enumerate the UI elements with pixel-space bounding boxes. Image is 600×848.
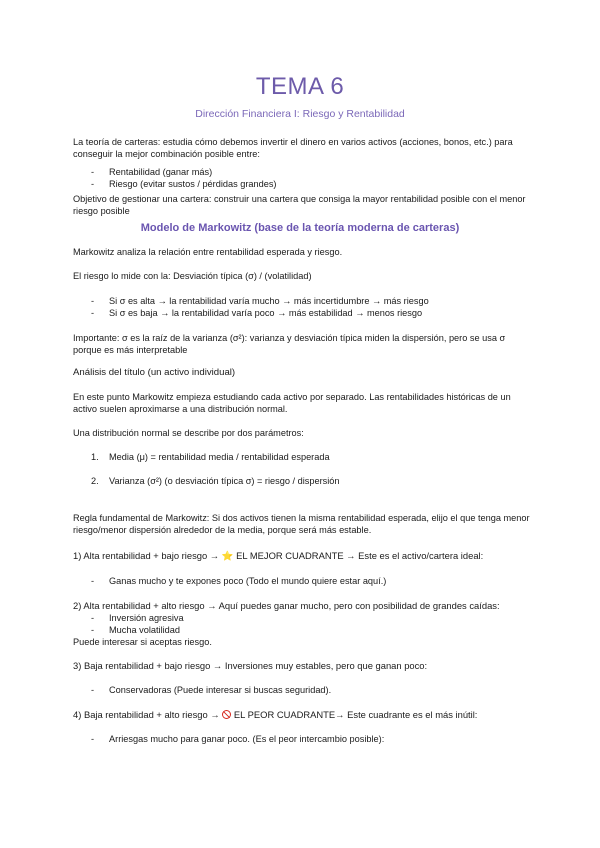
bullet-marker: - bbox=[91, 576, 95, 586]
bullet-marker: - bbox=[91, 613, 95, 623]
bullet-marker: - bbox=[91, 625, 95, 635]
bullet-marker: - bbox=[91, 685, 95, 695]
subheading-title-analysis: Análisis del título (un activo individual) bbox=[73, 367, 236, 378]
star-icon: ⭐ bbox=[221, 550, 234, 561]
risk-measure: El riesgo lo mide con la: Desviación típica (σ) / (volatilidad) bbox=[73, 271, 312, 281]
prohibited-icon bbox=[222, 710, 231, 719]
section-heading-markowitz: Modelo de Markowitz (base de la teoría moderna de carteras) bbox=[140, 222, 460, 234]
quadrant-3-line: 3) Baja rentabilidad + bajo riesgo → Inversiones muy estables, pero que ganan poco: bbox=[73, 660, 428, 671]
rule-line-1: Regla fundamental de Markowitz: Si dos activos tienen la misma rentabilidad esperada, elijo el que tenga menor bbox=[73, 513, 530, 523]
bullet-marker: - bbox=[91, 734, 95, 744]
bullet-marker: - bbox=[91, 167, 95, 177]
intro-line-1: La teoría de carteras: estudia cómo debemos invertir el dinero en varios activos (acciones, bonos, etc.) para bbox=[73, 137, 513, 147]
quadrant-1-line bbox=[73, 550, 483, 562]
important-line-2: porque es más interpretable bbox=[73, 345, 188, 355]
quadrant-4-bullet: Arriesgas mucho para ganar poco. (Es el peor intercambio posible): bbox=[109, 734, 385, 744]
risk-bullet-low: Si σ es baja → la rentabilidad varía poco → más estabilidad → menos riesgo bbox=[109, 308, 423, 318]
quadrant-1-bullet: Ganas mucho y te expones poco (Todo el mundo quiere estar aquí.) bbox=[109, 576, 387, 586]
intro-bullet-1: Rentabilidad (ganar más) bbox=[109, 167, 213, 177]
page-title: TEMA 6 bbox=[255, 73, 345, 100]
quadrant-2-line: 2) Alta rentabilidad + alto riesgo → Aquí puedes ganar mucho, pero con posibilidad de grandes caídas: bbox=[73, 600, 500, 611]
param-number: 1. bbox=[91, 452, 99, 462]
quadrant-2-note: Puede interesar si aceptas riesgo. bbox=[73, 637, 212, 647]
quadrant-1-prefix: 1) Alta rentabilidad + bajo riesgo → bbox=[73, 550, 220, 561]
markowitz-analysis: Markowitz analiza la relación entre rentabilidad esperada y riesgo. bbox=[73, 247, 343, 257]
param-number: 2. bbox=[91, 476, 99, 486]
point-line-2: activo suelen aproximarse a una distribución normal. bbox=[73, 404, 288, 414]
bullet-marker: - bbox=[91, 308, 95, 318]
intro-line-2: conseguir la mejor combinación posible entre: bbox=[73, 149, 260, 159]
objective-line-1: Objetivo de gestionar una cartera: construir una cartera que consiga la mayor rentabilidad posible con el menor bbox=[73, 194, 526, 204]
bullet-marker: - bbox=[91, 179, 95, 189]
objective-line-2: riesgo posible bbox=[73, 206, 130, 216]
normal-intro: Una distribución normal se describe por dos parámetros: bbox=[73, 428, 304, 438]
param-mean: Media (μ) = rentabilidad media / rentabilidad esperada bbox=[109, 452, 330, 462]
intro-bullet-2: Riesgo (evitar sustos / pérdidas grandes) bbox=[109, 179, 277, 189]
important-line-1: Importante: σ es la raíz de la varianza (σ²): varianza y desviación típica miden la dispersión, pero se usa σ bbox=[73, 333, 506, 343]
page-subtitle: Dirección Financiera I: Riesgo y Rentabilidad bbox=[195, 108, 405, 120]
quadrant-3-bullet: Conservadoras (Puede interesar si buscas seguridad). bbox=[109, 685, 332, 695]
bullet-marker: - bbox=[91, 296, 95, 306]
point-line-1: En este punto Markowitz empieza estudiando cada activo por separado. Las rentabilidades históricas de un bbox=[73, 392, 511, 402]
param-variance: Varianza (σ²) (o desviación típica σ) = riesgo / dispersión bbox=[109, 476, 340, 486]
quadrant-2-bullet-1: Inversión agresiva bbox=[109, 613, 184, 623]
risk-bullet-high: Si σ es alta → la rentabilidad varía mucho → más incertidumbre → más riesgo bbox=[109, 296, 429, 306]
quadrant-4-prefix: 4) Baja rentabilidad + alto riesgo → bbox=[73, 709, 220, 720]
quadrant-1-suffix: EL MEJOR CUADRANTE → Este es el activo/cartera ideal: bbox=[236, 550, 484, 561]
quadrant-4-line bbox=[73, 709, 477, 721]
quadrant-2-bullet-2: Mucha volatilidad bbox=[109, 625, 180, 635]
rule-line-2: riesgo/menor dispersión alrededor de la media, porque será más estable. bbox=[73, 525, 372, 535]
quadrant-4-suffix: EL PEOR CUADRANTE→ Este cuadrante es el más inútil: bbox=[233, 709, 478, 720]
